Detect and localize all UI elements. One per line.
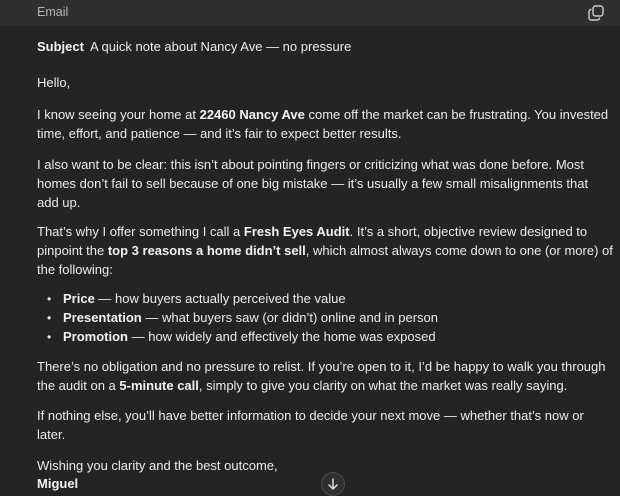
paragraph-2-line-3: add up.: [37, 195, 81, 210]
text-segment: the audit on a: [37, 378, 120, 393]
greeting: Hello,: [37, 75, 71, 90]
subject-line: [37, 37, 351, 57]
reasons-text: top 3 reasons a home didn’t sell: [107, 243, 306, 258]
text-segment: , which almost always come down to one (or more) of: [305, 243, 613, 258]
bullet-text: — how buyers actually perceived the value: [94, 291, 346, 306]
text-segment: I know seeing your home at: [37, 107, 200, 122]
bullet-term: Price: [63, 291, 95, 306]
email-header-title: Email: [37, 5, 69, 19]
subject-label: Subject: [37, 39, 84, 54]
text-segment: , simply to give you clarity on what the market was really saying.: [198, 378, 568, 393]
paragraph-4-line-2: [37, 376, 567, 396]
bullet-icon: •: [47, 330, 52, 344]
text-segment: . It’s a short, objective review designed to: [349, 224, 588, 239]
text-segment: pinpoint the: [37, 243, 108, 258]
bullet-text: — what buyers saw (or didn’t) online and in person: [141, 310, 439, 325]
email-header: [0, 0, 620, 26]
arrow-down-icon: [322, 473, 344, 495]
scroll-down-button[interactable]: [321, 472, 345, 496]
call-length-text: 5-minute call: [119, 378, 199, 393]
paragraph-3-line-2: [37, 241, 613, 261]
paragraph-2-line-1: I also want to be clear: this isn’t about pointing fingers or criticizing what was done before. Most: [37, 157, 585, 172]
signature: Miguel: [37, 476, 79, 491]
subject-value: A quick note about Nancy Ave — no pressure: [89, 39, 352, 54]
paragraph-1-line-2: time, effort, and patience — and it’s fair to expect better results.: [37, 126, 402, 141]
paragraph-4-line-1: There’s no obligation and no pressure to relist. If you’re open to it, I’d be happy to walk you through: [37, 359, 606, 374]
closing-line: Wishing you clarity and the best outcome,: [37, 458, 278, 473]
paragraph-5-line-1: If nothing else, you’ll have better information to decide your next move — whether that’s now or: [37, 408, 584, 423]
bullet-icon: •: [47, 292, 52, 306]
paragraph-3-line-3: the following:: [37, 262, 113, 277]
paragraph-2-line-2: homes don’t fail to sell because of one big mistake — it’s usually a few small misalignments that: [37, 176, 589, 191]
bullet-icon: •: [47, 311, 52, 325]
text-segment: come off the market can be frustrating. You invested: [304, 107, 609, 122]
text-segment: That’s why I offer something I call a: [37, 224, 244, 239]
paragraph-5-line-2: later.: [37, 427, 66, 442]
copy-icon[interactable]: [587, 4, 605, 22]
bullet-term: Presentation: [63, 310, 142, 325]
paragraph-1-line-1: [37, 105, 608, 125]
bullet-text: — how widely and effectively the home was exposed: [128, 329, 436, 344]
bullet-term: Promotion: [63, 329, 128, 344]
audit-name-text: Fresh Eyes Audit: [243, 224, 350, 239]
address-text: 22460 Nancy Ave: [199, 107, 305, 122]
paragraph-3-line-1: [37, 222, 587, 242]
